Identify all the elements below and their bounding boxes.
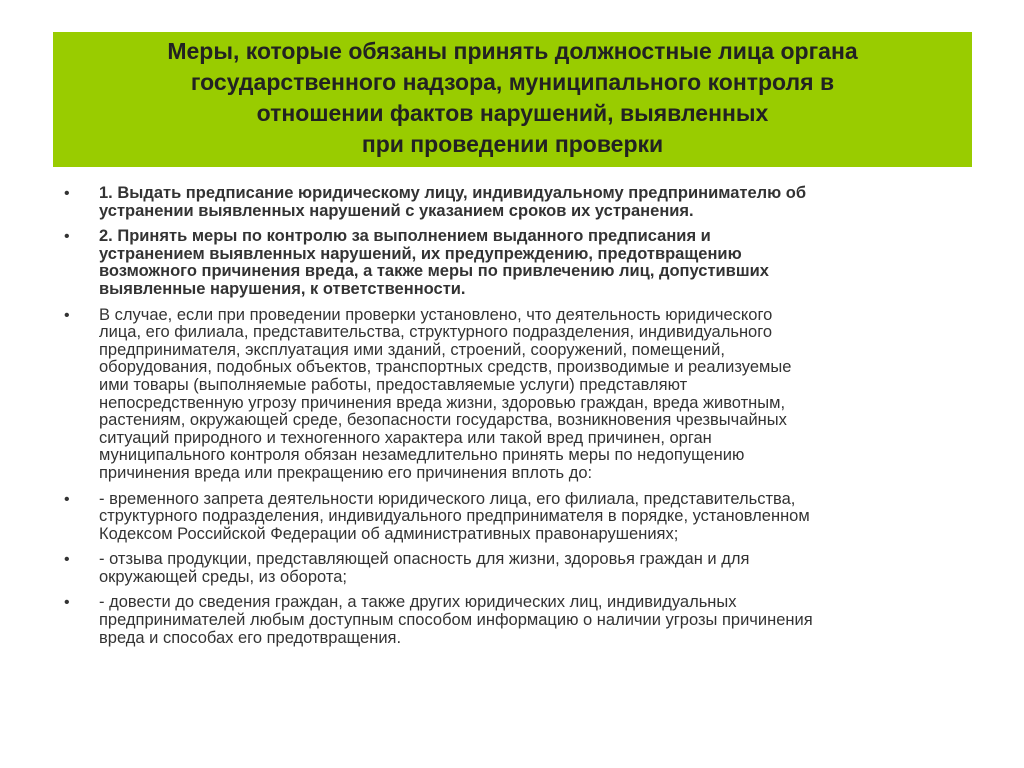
bullet-text-line: В случае, если при проведении проверки установлено, что деятельность юридического xyxy=(99,305,773,324)
bullet-text-line: лица, его филиала, представительства, структурного подразделения, индивидуального xyxy=(99,323,773,342)
bullet-icon: • xyxy=(64,306,70,324)
bullet-item-inform-public xyxy=(64,594,974,647)
bullet-icon: • xyxy=(64,228,70,246)
bullet-icon: • xyxy=(64,594,70,612)
bullet-item-measure-2 xyxy=(64,228,974,298)
bullet-text-line: структурного подразделения, индивидуального предпринимателя в порядке, установленном xyxy=(99,507,810,526)
bullet-text-line: Кодексом Российской Федерации об административных правонарушениях; xyxy=(99,524,679,543)
bullet-text-line: непосредственную угрозу причинения вреда жизни, здоровью граждан, вреда животным, xyxy=(99,393,786,412)
bullet-icon: • xyxy=(64,551,70,569)
bullet-text-line: - довести до сведения граждан, а также других юридических лиц, индивидуальных xyxy=(99,593,737,612)
bullet-item-threat-case xyxy=(64,307,974,483)
bullet-item-product-recall xyxy=(64,551,974,586)
slide-title-line: государственного надзора, муниципального контроля в xyxy=(190,69,835,95)
slide-title-line: Меры, которые обязаны принять должностные лица органа xyxy=(167,38,858,64)
bullet-text-line: оборудования, подобных объектов, транспортных средств, производимые и реализуемые xyxy=(99,358,792,377)
bullet-item-temporary-ban xyxy=(64,491,974,544)
bullet-text-line: возможного причинения вреда, а также меры по привлечению лиц, допустивших xyxy=(99,262,769,281)
bullet-text-line: устранением выявленных нарушений, их предупреждению, предотвращению xyxy=(99,244,742,263)
bullet-text-line: - отзыва продукции, представляющей опасность для жизни, здоровья граждан и для xyxy=(99,550,750,569)
bullet-text-line: устранении выявленных нарушений с указанием сроков их устранения. xyxy=(99,201,694,220)
bullet-text-line: растениям, окружающей среде, безопасности государства, возникновения чрезвычайных xyxy=(99,411,787,430)
bullet-icon: • xyxy=(64,490,70,508)
bullet-text-line: 1. Выдать предписание юридическому лицу, индивидуальному предпринимателю об xyxy=(99,184,807,202)
bullet-text-line: муниципального контроля обязан незамедлительно принять меры по недопущению xyxy=(99,446,745,465)
slide-title-banner xyxy=(53,32,972,167)
bullet-text-line: ими товары (выполняемые работы, предоставляемые услуги) представляют xyxy=(99,375,688,394)
bullet-text-line: - временного запрета деятельности юридического лица, его филиала, представительства, xyxy=(99,489,796,508)
bullet-text-line: ситуаций природного и техногенного характера или такой вред причинен, орган xyxy=(99,428,712,447)
bullet-text-line: предпринимателей любым доступным способом информацию о наличии угрозы причинения xyxy=(99,611,813,630)
bullet-text-line: причинения вреда или прекращению его причинения вплоть до: xyxy=(99,463,593,482)
slide-title-line: отношении фактов нарушений, выявленных xyxy=(256,100,769,126)
bullet-text-line: предпринимателя, эксплуатация ими зданий, строений, сооружений, помещений, xyxy=(99,340,725,359)
bullet-text-line: вреда и способах его предотвращения. xyxy=(99,628,402,647)
bullet-text-line: выявленные нарушения, к ответственности. xyxy=(99,279,466,298)
bullet-list xyxy=(64,185,974,655)
slide-title-line: при проведении проверки xyxy=(361,131,664,157)
bullet-icon: • xyxy=(64,185,70,202)
bullet-text-line: окружающей среды, из оборота; xyxy=(99,567,347,586)
bullet-text-line: 2. Принять меры по контролю за выполнением выданного предписания и xyxy=(99,227,711,246)
bullet-item-measure-1 xyxy=(64,185,974,220)
